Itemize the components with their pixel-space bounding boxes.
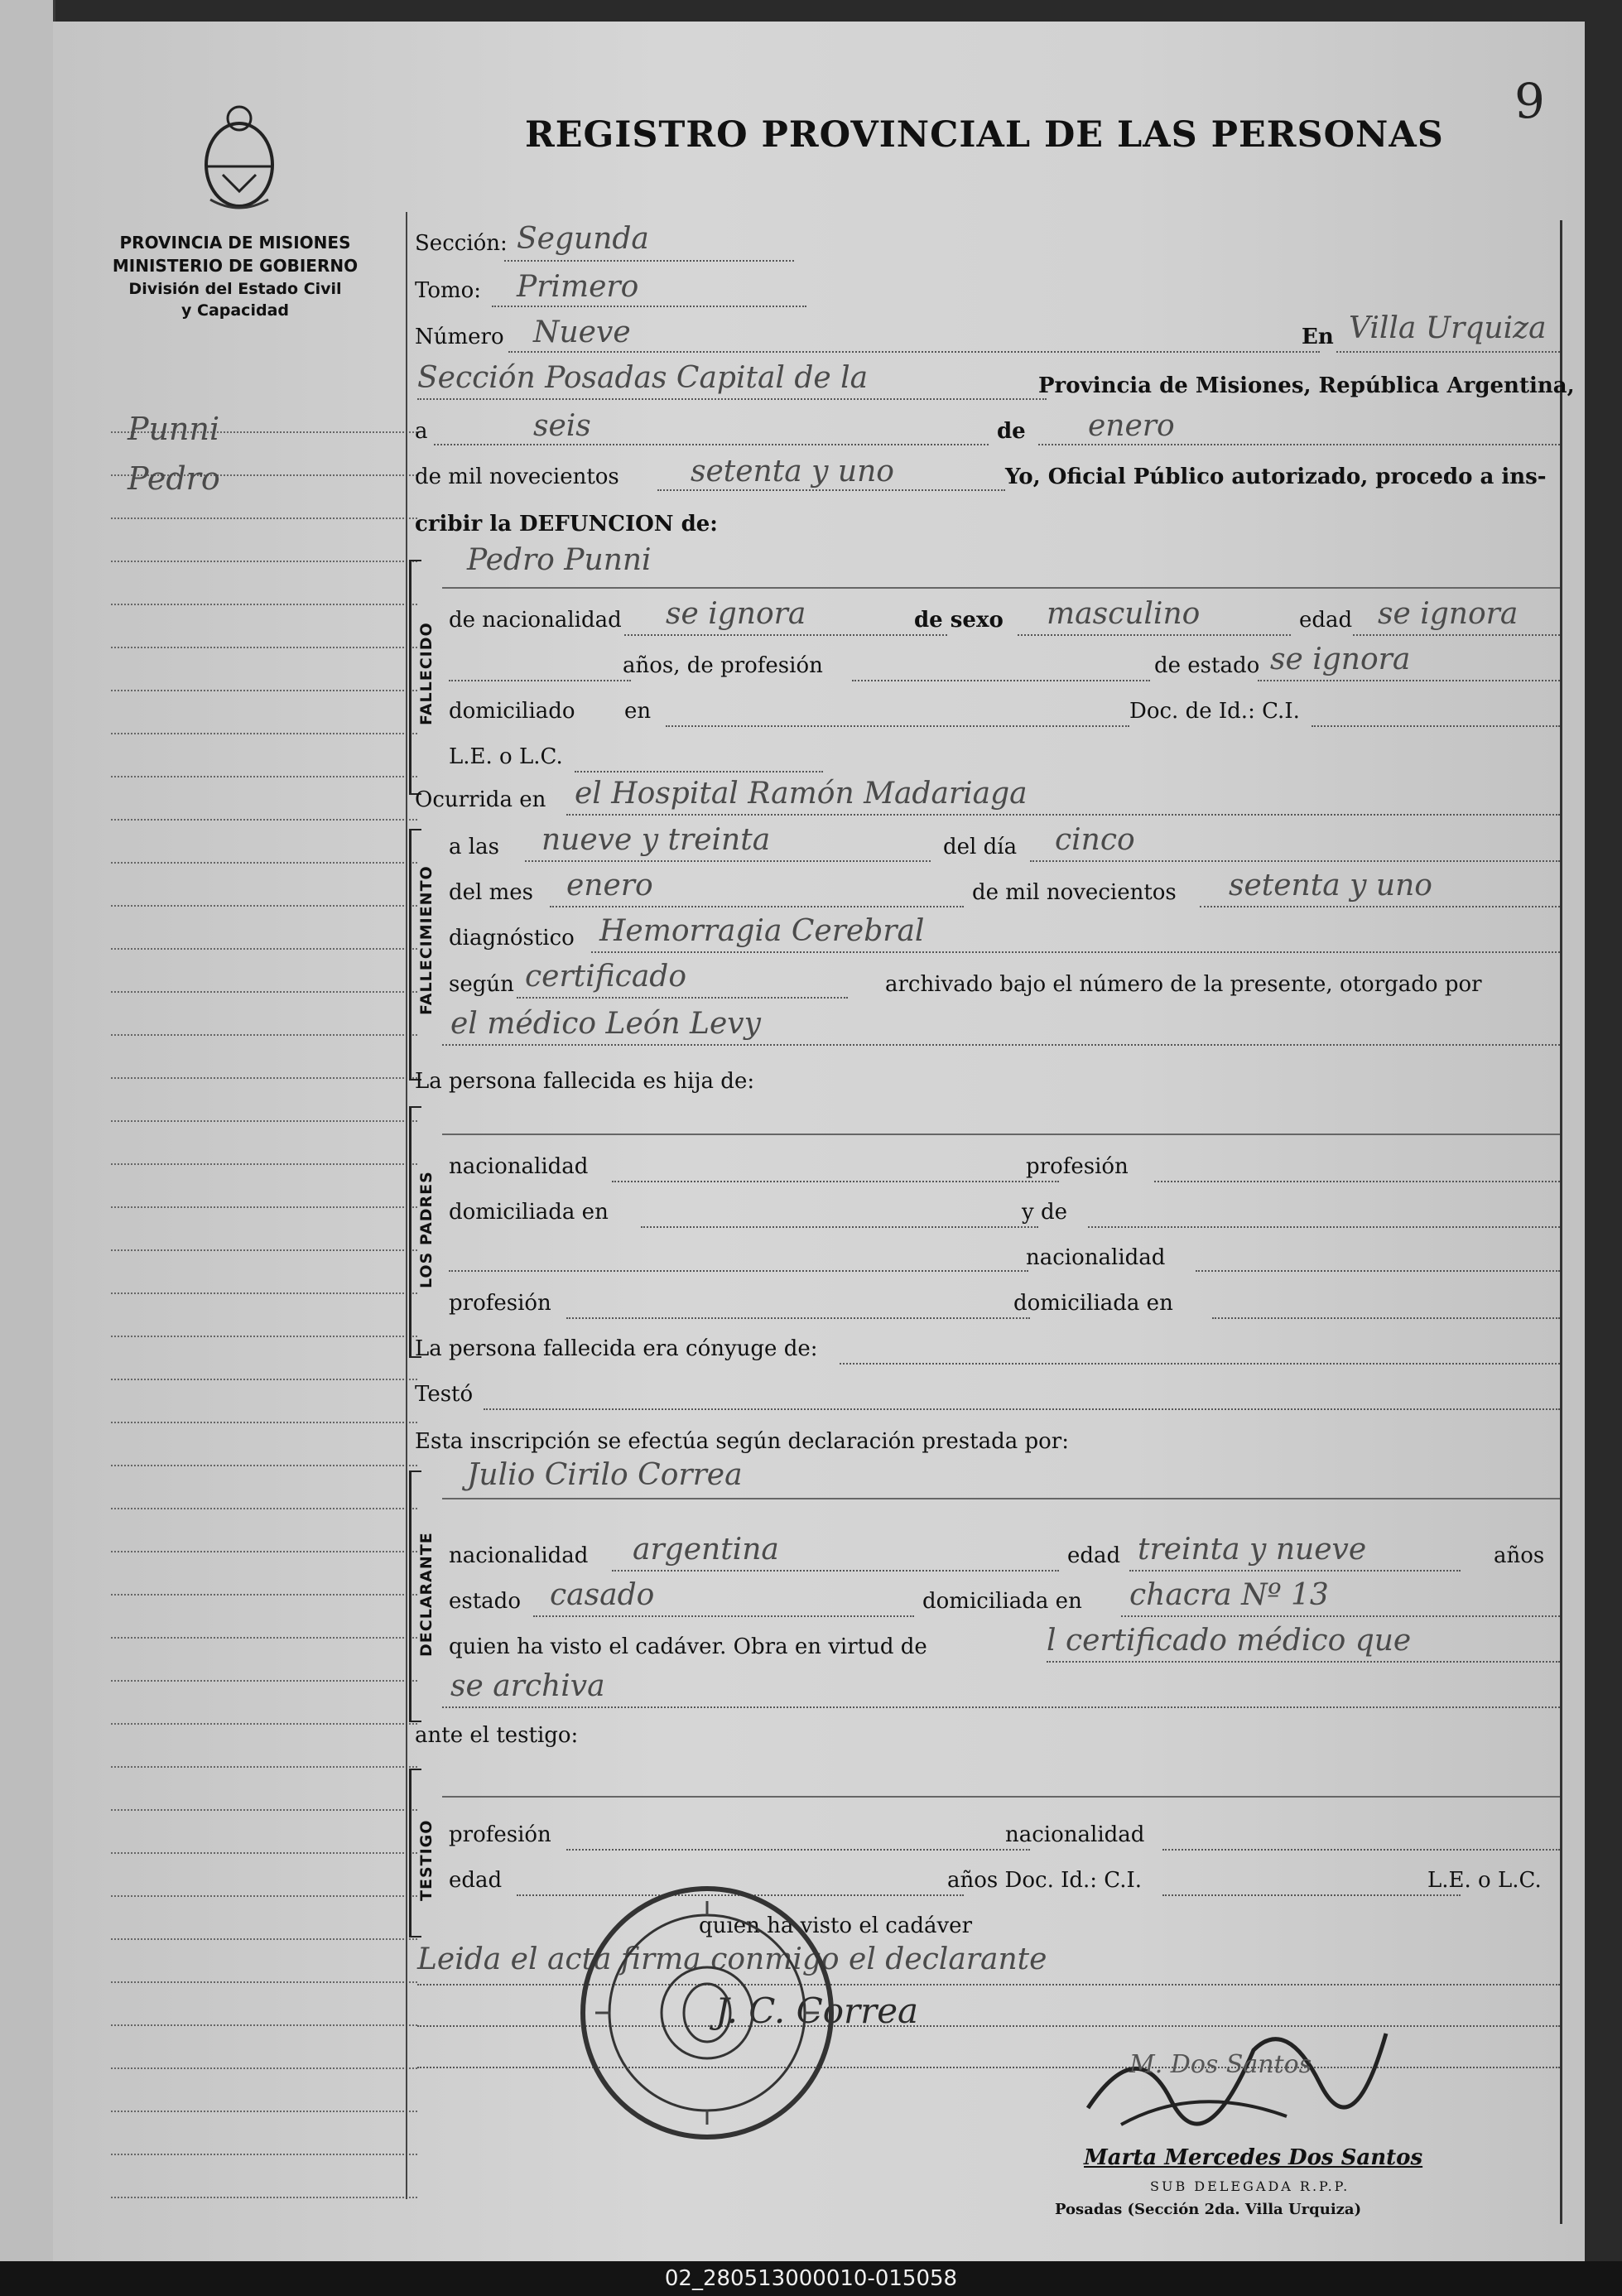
declarante-obra-line — [1047, 1661, 1560, 1663]
fallecido-doc-label: Doc. de Id.: C.I. — [1129, 699, 1300, 724]
hora-line — [525, 860, 931, 862]
fallecido-sexo-label: de sexo — [914, 608, 1004, 633]
fallecido-sexo-line — [1018, 634, 1291, 636]
archivado-text: archivado bajo el número de la presente, otorgado por — [885, 972, 1482, 997]
hora-value: nueve y treinta — [541, 823, 771, 857]
lectura-text: Leida el acta firma conmigo el declarante — [417, 1942, 1047, 1976]
provincia-text: Provincia de Misiones, República Argentina, — [1038, 373, 1575, 398]
en-label: En — [1302, 325, 1334, 349]
margin-ruled-line — [111, 862, 417, 864]
mes-line — [1038, 444, 1560, 445]
mes-value-f: enero — [566, 869, 653, 903]
ocurrida-value: el Hospital Ramón Madariaga — [575, 777, 1028, 811]
margin-ruled-line — [111, 1723, 417, 1725]
fallecido-nacionalidad-line — [624, 634, 947, 636]
document-page — [53, 22, 1585, 2261]
padre-nacionalidad-label: nacionalidad — [449, 1154, 589, 1179]
margin-ruled-line — [111, 1766, 417, 1768]
padre-name-line — [442, 1134, 1560, 1135]
segun-label: según — [449, 972, 514, 997]
margin-ruled-line — [111, 1120, 417, 1122]
padre-profesion-line — [1154, 1181, 1560, 1182]
anio-line-f — [1200, 906, 1560, 907]
conyuge-line — [840, 1363, 1560, 1365]
official-signature-text: M. Dos Santos — [1129, 2050, 1312, 2079]
page-number: 9 — [1514, 73, 1545, 129]
official-location: Posadas (Sección 2da. Villa Urquiza) — [1055, 2201, 1362, 2218]
dia-line — [434, 444, 989, 445]
fallecido-anios-label: años, de profesión — [623, 653, 823, 678]
margin-ruled-line — [111, 517, 417, 519]
declarante-estado-line — [533, 1615, 914, 1617]
margin-ruled-line — [111, 905, 417, 907]
madre-extra-line — [449, 1270, 1028, 1272]
margin-ruled-line — [111, 2111, 417, 2112]
margin-ruled-line — [111, 1895, 417, 1897]
tomo-value: Primero — [517, 270, 639, 304]
declarante-cadaver-text: quien ha visto el cadáver. Obra en virtud de — [449, 1634, 927, 1659]
madre-profesion-label: profesión — [449, 1291, 551, 1316]
testigo-nombre-line — [442, 1796, 1560, 1798]
margin-name: Pedro — [128, 460, 220, 497]
margin-ruled-line — [111, 948, 417, 950]
margin-ruled-line — [111, 1379, 417, 1380]
declarante-nacionalidad-label: nacionalidad — [449, 1543, 589, 1568]
numero-value: Nueve — [533, 315, 631, 349]
fallecido-nombre: Pedro Punni — [467, 543, 652, 577]
adjacent-page-edge — [0, 0, 55, 2296]
hora-label: a las — [449, 835, 499, 859]
margin-ruled-line — [111, 1292, 417, 1294]
org-line-capacity: y Capacidad — [181, 301, 289, 320]
declarante-obra: l certificado médico que — [1047, 1624, 1412, 1658]
margin-ruled-line — [111, 1465, 417, 1466]
testigo-nacionalidad-label: nacionalidad — [1005, 1822, 1145, 1847]
madre-nacionalidad-label: nacionalidad — [1026, 1245, 1166, 1270]
padre-domiciliada-label: domiciliada en — [449, 1200, 609, 1225]
margin-ruled-line — [111, 2024, 417, 2026]
testigo-edad-label: edad — [449, 1868, 503, 1893]
margin-surname: Punni — [128, 411, 220, 447]
page-title: REGISTRO PROVINCIAL DE LAS PERSONAS — [525, 114, 1444, 156]
a-label: a — [415, 419, 428, 444]
fallecido-domicilio-line — [666, 725, 1129, 727]
testo-line — [484, 1408, 1560, 1410]
declarante-edad-line — [1129, 1570, 1461, 1572]
fallecido-estado: se ignora — [1270, 643, 1411, 676]
fallecido-nombre-line — [442, 587, 1560, 589]
testigo-cadaver-text: quien ha visto el cadáver — [699, 1913, 973, 1938]
declaracion-text: Esta inscripción se efectúa según declaración prestada por: — [415, 1429, 1069, 1454]
declarante-anios-label: años — [1494, 1543, 1545, 1568]
declarante-estado: casado — [550, 1578, 655, 1612]
yde-label: y de — [1022, 1200, 1067, 1225]
declarante-nacionalidad: argentina — [633, 1533, 779, 1567]
margin-ruled-line — [111, 1981, 417, 1983]
coat-of-arms-icon — [194, 100, 285, 216]
margin-ruled-line — [111, 1594, 417, 1596]
margin-ruled-line — [111, 1809, 417, 1811]
anio-value: setenta y uno — [691, 455, 894, 489]
madre-name-line — [1088, 1226, 1560, 1228]
en-line — [1336, 351, 1560, 353]
segun-line — [517, 997, 848, 999]
margin-ruled-line — [111, 819, 417, 821]
margin-ruled-line — [111, 1852, 417, 1854]
testigo-tab: TESTIGO — [417, 1819, 436, 1901]
testigo-le-label: L.E. o L.C. — [1427, 1868, 1542, 1893]
declarante-estado-label: estado — [449, 1589, 521, 1614]
declarante-domicilio: chacra Nº 13 — [1129, 1578, 1329, 1612]
madre-profesion-line — [566, 1317, 1030, 1319]
margin-ruled-line — [111, 991, 417, 993]
padres-tab: LOS PADRES — [417, 1171, 436, 1288]
declarante-obra2-line — [442, 1706, 1560, 1708]
padre-profesion-label: profesión — [1026, 1154, 1129, 1179]
declarante-nacionalidad-line — [612, 1570, 1059, 1572]
fallecido-edad: se ignora — [1378, 597, 1519, 631]
testigo-profesion-label: profesión — [449, 1822, 551, 1847]
diagnostico-label: diagnóstico — [449, 926, 575, 951]
declarante-tab: DECLARANTE — [417, 1532, 436, 1657]
segun-value: certificado — [525, 960, 687, 994]
margin-ruled-line — [111, 1336, 417, 1337]
mes-line-f — [550, 906, 964, 907]
ante-text: ante el testigo: — [415, 1723, 579, 1748]
dia-value: seis — [533, 409, 591, 443]
margin-ruled-line — [111, 561, 417, 562]
fallecido-estado-label: de estado — [1154, 653, 1260, 678]
anio-value-f: setenta y uno — [1229, 869, 1432, 903]
dia-line-f — [1030, 860, 1560, 862]
margin-ruled-line — [111, 604, 417, 605]
margin-ruled-line — [111, 1680, 417, 1682]
official-name: Marta Mercedes Dos Santos — [1084, 2145, 1423, 2170]
de-label: de — [997, 419, 1026, 444]
anio-label-f: de mil novecientos — [972, 880, 1177, 905]
margin-ruled-line — [111, 1206, 417, 1208]
image-id-caption: 02_280513000010-015058 — [0, 2261, 1622, 2296]
margin-ruled-line — [111, 647, 417, 648]
oficial-text: Yo, Oficial Público autorizado, procedo a ins- — [1005, 464, 1547, 489]
margin-ruled-line — [111, 1249, 417, 1251]
seccion-line — [504, 260, 794, 262]
fallecido-profesion-line — [852, 680, 1150, 681]
testigo-nacionalidad-line — [1162, 1849, 1560, 1851]
deldia-label: del día — [943, 835, 1018, 859]
margin-ruled-line — [111, 1551, 417, 1552]
numero-line — [508, 351, 1320, 353]
anio-line — [657, 489, 1005, 491]
official-seal-stamp — [570, 1876, 844, 2149]
tomo-line — [492, 306, 806, 307]
declarante-nombre-line — [442, 1498, 1560, 1499]
form-left-border — [406, 212, 407, 2199]
org-line-division: División del Estado Civil — [128, 280, 342, 298]
fallecido-edad-line — [1353, 634, 1560, 636]
margin-ruled-line — [111, 2154, 417, 2155]
fallecido-le-label: L.E. o L.C. — [449, 744, 563, 769]
margin-ruled-line — [111, 690, 417, 691]
seccion-full-line — [417, 398, 1047, 400]
fallecido-domiciliado-label: domiciliado — [449, 699, 575, 724]
madre-domiciliada-label: domiciliada en — [1013, 1291, 1173, 1316]
testigo-doc-label: años Doc. Id.: C.I. — [947, 1868, 1143, 1893]
testigo-doc-line — [1162, 1894, 1461, 1896]
medico-line — [442, 1044, 1560, 1046]
seccion-line-value: Sección Posadas Capital de la — [417, 361, 869, 395]
ocurrida-label: Ocurrida en — [415, 787, 546, 812]
margin-ruled-line — [111, 2067, 417, 2069]
declarante-firma: J. C. Correa — [715, 1990, 919, 2031]
org-line-ministry: MINISTERIO DE GOBIERNO — [112, 256, 359, 276]
org-line-province: PROVINCIA DE MISIONES — [119, 233, 351, 253]
fallecido-nacionalidad-label: de nacionalidad — [449, 608, 622, 633]
conyuge-text: La persona fallecida era cónyuge de: — [415, 1336, 818, 1361]
fallecido-estado-line — [1258, 680, 1560, 681]
margin-ruled-line — [111, 1508, 417, 1509]
en-value: Villa Urquiza — [1349, 311, 1547, 345]
form-right-border — [1560, 220, 1562, 2224]
margin-ruled-line — [111, 1034, 417, 1036]
margin-ruled-line — [111, 1422, 417, 1423]
official-role: SUB DELEGADA R.P.P. — [1150, 2178, 1350, 2194]
delmes-label: del mes — [449, 880, 533, 905]
dia-value-f: cinco — [1055, 823, 1135, 857]
testo-label: Testó — [415, 1382, 474, 1407]
anio-label: de mil novecientos — [415, 464, 619, 489]
margin-ruled-line — [111, 1637, 417, 1639]
declarante-obra2: se archiva — [450, 1669, 605, 1703]
madre-domicilio-line — [1212, 1317, 1560, 1319]
madre-nacionalidad-line — [1196, 1270, 1560, 1272]
declarante-edad: treinta y nueve — [1138, 1533, 1367, 1567]
inscribir-text: cribir la DEFUNCION de: — [415, 512, 718, 537]
fallecido-le-line — [575, 771, 823, 773]
diagnostico-line — [591, 951, 1560, 953]
tomo-label: Tomo: — [415, 278, 482, 303]
numero-label: Número — [415, 325, 504, 349]
margin-ruled-line — [111, 1938, 417, 1940]
margin-ruled-line — [111, 1077, 417, 1079]
declarante-domicilio-line — [1121, 1615, 1560, 1617]
diagnostico-value: Hemorragia Cerebral — [599, 914, 925, 948]
medico-value: el médico León Levy — [450, 1007, 761, 1041]
declarante-domiciliada-label: domiciliada en — [922, 1589, 1082, 1614]
fallecido-edad-label: edad — [1299, 608, 1353, 633]
padre-nacionalidad-line — [612, 1181, 1059, 1182]
hija-text: La persona fallecida es hija de: — [415, 1069, 755, 1094]
margin-ruled-line — [111, 776, 417, 777]
mes-value: enero — [1088, 409, 1175, 443]
margin-ruled-line — [111, 2197, 417, 2198]
fallecimiento-tab: FALLECIMIENTO — [417, 865, 436, 1015]
declarante-nombre: Julio Cirilo Correa — [467, 1458, 743, 1492]
fallecido-nacionalidad: se ignora — [666, 597, 806, 631]
fallecido-doc-line — [1312, 725, 1560, 727]
testigo-profesion-line — [566, 1849, 1030, 1851]
margin-ruled-line — [111, 1163, 417, 1165]
padre-domicilio-line — [641, 1226, 1038, 1228]
fallecido-tab: FALLECIDO — [417, 622, 436, 725]
fallecido-anios-line — [449, 680, 631, 681]
ocurrida-line — [566, 814, 1560, 816]
fallecido-en-label: en — [624, 699, 652, 724]
declarante-edad-label: edad — [1067, 1543, 1121, 1568]
seccion-value: Segunda — [517, 222, 649, 256]
fallecido-sexo: masculino — [1047, 597, 1201, 631]
margin-ruled-line — [111, 733, 417, 734]
seccion-label: Sección: — [415, 231, 508, 256]
